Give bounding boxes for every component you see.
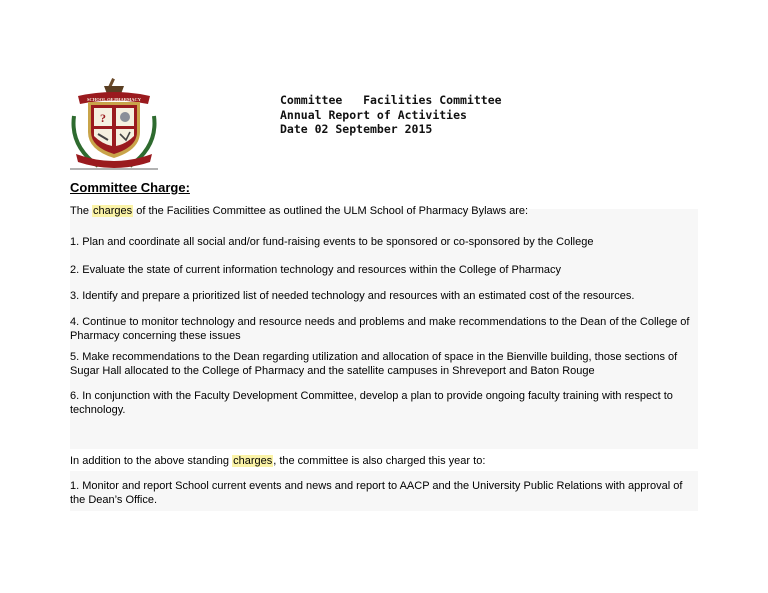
charge-item-1: 1. Plan and coordinate all social and/or fund-raising events to be sponsored or co-sponsored by the College xyxy=(70,236,594,248)
charges-intro: The charges of the Facilities Committee as outlined the ULM School of Pharmacy Bylaws are: xyxy=(70,205,529,217)
report-title: Annual Report of Activities xyxy=(280,107,467,122)
charge-item-2: 2. Evaluate the state of current information technology and resources within the College of Pharmacy xyxy=(70,264,561,276)
charge-item-6: 6. In conjunction with the Faculty Development Committee, develop a plan to provide ongoing faculty training with respect to technology. xyxy=(70,390,673,416)
committee-name: Committee Facilities Committee xyxy=(280,93,502,107)
report-header xyxy=(280,93,502,137)
additional-intro: In addition to the above standing charges, the committee is also charged this year to: xyxy=(70,455,486,467)
section-title: Committee Charge: xyxy=(70,180,190,195)
school-crest-logo xyxy=(68,76,160,172)
charge-item-3: 3. Identify and prepare a prioritized list of needed technology and resources with an estimated cost of the resources. xyxy=(70,290,635,302)
highlighted-word: charges xyxy=(93,205,133,217)
charge-item-4: 4. Continue to monitor technology and resource needs and problems and make recommendations to the Dean of the College of Pharmacy concerning these issues xyxy=(70,316,690,342)
charge-item-5: 5. Make recommendations to the Dean regarding utilization and allocation of space in the Bienville building, those sections of Sugar Hall allocated to the College of Pharmacy and the satellite campuses in Shreveport and Baton Rouge xyxy=(70,351,678,377)
report-date: Date 02 September 2015 xyxy=(280,122,433,136)
svg-text:?: ? xyxy=(100,111,106,125)
additional-item-1: 1. Monitor and report School current events and news and report to AACP and the University Public Relations with approval of the Dean’s Office. xyxy=(70,480,683,506)
highlighted-word: charges xyxy=(233,455,273,467)
svg-text:SCHOOL OF PHARMACY: SCHOOL OF PHARMACY xyxy=(86,97,142,102)
